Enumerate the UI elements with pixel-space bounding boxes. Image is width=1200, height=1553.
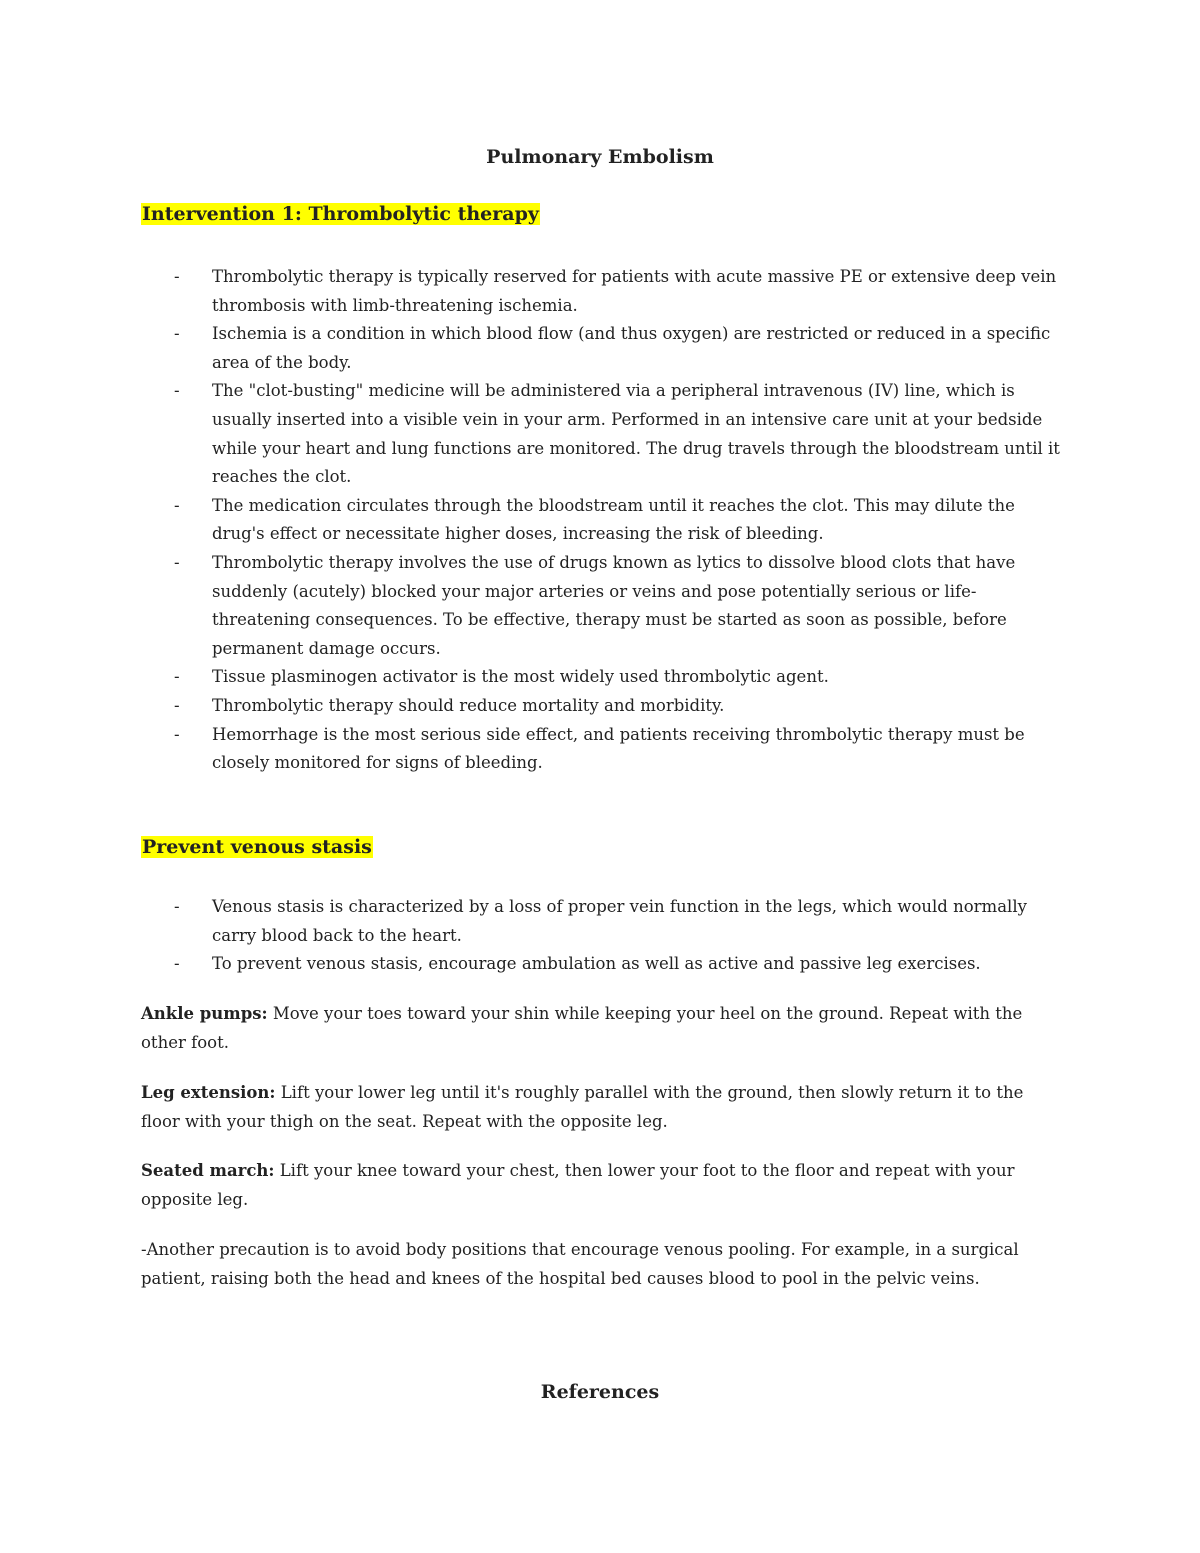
exercise-ankle-pumps (141, 1000, 1061, 1057)
bullet-item: - To prevent venous stasis, encourage ambulation as well as active and passive leg exercises. (141, 950, 1061, 979)
exercise-text: Lift your lower leg until it's roughly parallel with the ground, then slowly return it to the floor with your thigh on the seat. Repeat with the opposite leg. (141, 1083, 1024, 1131)
references-heading: References (540, 1381, 660, 1403)
section-heading-thrombolytic-therapy (141, 201, 540, 228)
bullet-item: - Venous stasis is characterized by a loss of proper vein function in the legs, which would normally carry blood back to the heart. (141, 893, 1061, 950)
bullet-item: - Thrombolytic therapy is typically reserved for patients with acute massive PE or extensive deep vein thrombosis with limb-threatening ischemia. (141, 263, 1061, 320)
thrombolytic-therapy-bullet-list (141, 263, 1061, 778)
bullet-item: - Thrombolytic therapy should reduce mortality and morbidity. (141, 692, 1061, 721)
venous-stasis-bullet-list (141, 893, 1061, 979)
exercise-text: Move your toes toward your shin while keeping your heel on the ground. Repeat with the other foot. (141, 1004, 1023, 1052)
bullet-item: - Tissue plasminogen activator is the most widely used thrombolytic agent. (141, 663, 1061, 692)
bullet-item: - Thrombolytic therapy involves the use of drugs known as lytics to dissolve blood clots that have suddenly (acutely) blocked your major arteries or veins and pose potentially serious or life-threatening consequences. To be effective, therapy must be started as soon as possible, before permanent damage occurs. (141, 549, 1061, 663)
exercise-label: Leg extension: (141, 1083, 276, 1102)
section-heading-prevent-venous-stasis (141, 834, 373, 861)
exercise-leg-extension (141, 1079, 1061, 1136)
exercise-label: Ankle pumps: (141, 1004, 268, 1023)
bullet-item: - The "clot-busting" medicine will be administered via a peripheral intravenous (IV) line, which is usually inserted into a visible vein in your arm. Performed in an intensive care unit at your bedside while your heart and lung functions are monitored. The drug travels through the bloodstream until it reaches the clot. (141, 377, 1061, 491)
bullet-item: - Hemorrhage is the most serious side effect, and patients receiving thrombolytic therapy must be closely monitored for signs of bleeding. (141, 721, 1061, 778)
bullet-item: - Ischemia is a condition in which blood flow (and thus oxygen) are restricted or reduced in a specific area of the body. (141, 320, 1061, 377)
precaution-paragraph: -Another precaution is to avoid body positions that encourage venous pooling. For example, in a surgical patient, raising both the head and knees of the hospital bed causes blood to pool in the pelvic veins. (141, 1240, 1019, 1288)
highlighted-heading-text: Prevent venous stasis (142, 836, 372, 858)
highlighted-heading-text: Intervention 1: Thrombolytic therapy (142, 203, 539, 225)
exercise-seated-march (141, 1157, 1061, 1214)
document-title: Pulmonary Embolism (486, 146, 714, 168)
exercise-text: Lift your knee toward your chest, then lower your foot to the floor and repeat with your opposite leg. (141, 1161, 1015, 1209)
exercise-label: Seated march: (141, 1161, 275, 1180)
bullet-item: - The medication circulates through the bloodstream until it reaches the clot. This may dilute the drug's effect or necessitate higher doses, increasing the risk of bleeding. (141, 492, 1061, 549)
